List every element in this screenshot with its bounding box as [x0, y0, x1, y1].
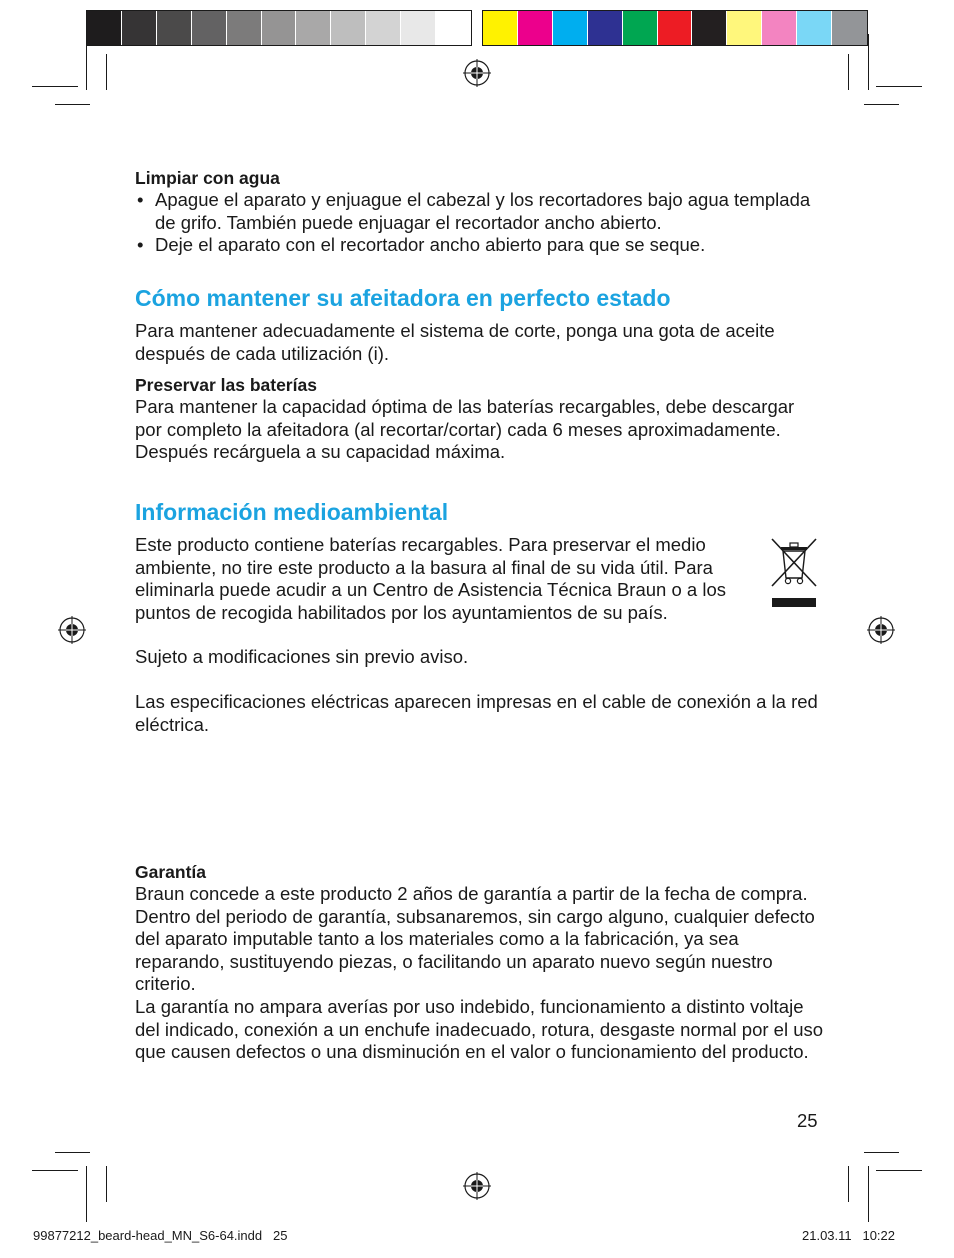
maintain-section	[135, 284, 825, 464]
registration-mark-icon	[463, 1172, 491, 1200]
color-swatch	[157, 11, 192, 45]
color-swatch	[192, 11, 227, 45]
battery-body: Para mantener la capacidad óptima de las baterías recargables, debe descargar por completo la afeitadora (al recortar/cortar) cada 6 meses aproximadamente. Después recárguela a su capacidad máxima.	[135, 396, 795, 463]
crop-mark	[868, 34, 869, 90]
color-swatch	[727, 11, 762, 45]
crop-mark	[848, 1166, 849, 1202]
crop-mark	[876, 1170, 922, 1171]
battery-heading: Preservar las baterías	[135, 375, 317, 396]
color-swatch	[692, 11, 727, 45]
maintain-title: Cómo mantener su afeitadora en perfecto estado	[135, 285, 671, 311]
list-item	[135, 234, 825, 257]
maintain-body: Para mantener adecuadamente el sistema de corte, ponga una gota de aceite después de cada utilización (i).	[135, 320, 775, 364]
crop-mark	[848, 54, 849, 90]
color-swatch	[296, 11, 331, 45]
registration-mark-icon	[58, 616, 86, 644]
color-swatch	[658, 11, 693, 45]
color-swatch	[366, 11, 401, 45]
color-swatch	[518, 11, 553, 45]
registration-mark-icon	[463, 59, 491, 87]
clean-bullet-1: Apague el aparato y enjuague el cabezal y los recortadores bajo agua templada de grifo. También puede enjuagar el recortador ancho abierto.	[155, 189, 811, 233]
clean-heading: Limpiar con agua	[135, 168, 280, 188]
crop-mark	[32, 86, 78, 87]
bullet-dot: •	[137, 234, 144, 256]
notice-text: Sujeto a modificaciones sin previo aviso.	[135, 646, 469, 668]
list-item	[135, 189, 825, 234]
electrical-text: Las especificaciones eléctricas aparecen impresas en el cable de conexión a la red eléctrica.	[135, 690, 818, 735]
registration-mark-icon	[867, 616, 895, 644]
crop-mark	[32, 1170, 78, 1171]
color-swatch	[227, 11, 262, 45]
footer-date-slug: 21.03.11 10:22	[802, 1228, 896, 1243]
warranty-p3: La garantía no ampara averías por uso indebido, funcionamiento a distinto voltaje del indicado, conexión a un enchufe inadecuado, rotura, desgaste normal por el uso que causen defectos o una disminución en el valor o funcionamiento del producto.	[135, 995, 824, 1063]
environment-body: Este producto contiene baterías recargables. Para preservar el medio ambiente, no tire este producto a la basura al final de su vida útil. Para eliminarla puede acudir a un Centro de Asistencia Técnica Braun o a los puntos de recogida habilitados por los ayuntamientos de su país.	[135, 534, 726, 623]
clean-section	[135, 167, 825, 257]
crop-mark	[86, 34, 87, 90]
crop-mark	[106, 1166, 107, 1202]
color-swatch	[588, 11, 623, 45]
crop-mark	[55, 104, 90, 105]
environment-section	[135, 498, 825, 736]
color-swatch	[762, 11, 797, 45]
color-swatch	[436, 11, 471, 45]
color-swatch	[832, 11, 867, 45]
crop-mark	[876, 86, 922, 87]
color-swatch	[401, 11, 436, 45]
crossed-out-wheeled-bin-icon	[769, 536, 819, 609]
grayscale-color-bar	[86, 10, 472, 46]
warranty-heading: Garantía	[135, 862, 206, 882]
crop-mark	[868, 1166, 869, 1222]
bullet-dot: •	[137, 189, 144, 210]
color-swatch	[623, 11, 658, 45]
color-swatch	[87, 11, 122, 45]
warranty-section	[135, 861, 825, 1064]
warranty-p1: Braun concede a este producto 2 años de garantía a partir de la fecha de compra.	[135, 883, 808, 904]
color-swatch	[262, 11, 297, 45]
color-swatch	[331, 11, 366, 45]
environment-title: Información medioambiental	[135, 499, 449, 525]
crop-mark	[55, 1152, 90, 1153]
crop-mark	[106, 54, 107, 90]
crop-mark	[864, 104, 899, 105]
crop-mark	[86, 1166, 87, 1222]
footer-file-slug: 99877212_beard-head_MN_S6-64.indd 25	[33, 1228, 288, 1243]
process-color-bar	[482, 10, 868, 46]
crop-mark	[864, 1152, 899, 1153]
color-swatch	[553, 11, 588, 45]
color-swatch	[483, 11, 518, 45]
warranty-p2: Dentro del periodo de garantía, subsanaremos, sin cargo alguno, cualquier defecto del aparato imputable tanto a los materiales como a la fabricación, ya sea reparando, sustituyendo piezas, o facilitando un aparato nuevo según nuestro criterio.	[135, 905, 815, 995]
color-swatch	[122, 11, 157, 45]
page-number: 25	[797, 1110, 818, 1131]
clean-bullet-2: Deje el aparato con el recortador ancho abierto para que se seque.	[155, 234, 706, 256]
color-swatch	[797, 11, 832, 45]
